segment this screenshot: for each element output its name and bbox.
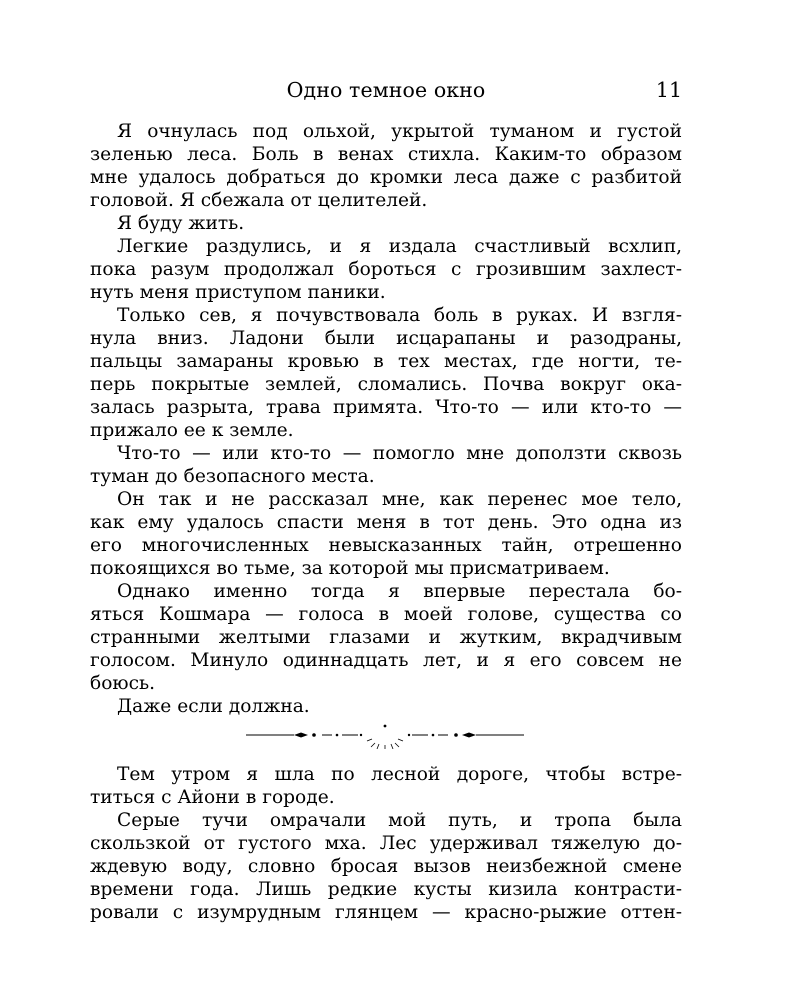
text-line: как ему удалось спасти меня в тот день. Это одна из: [90, 512, 682, 533]
text-line: боюсь.: [90, 673, 156, 694]
text-line: Серые тучи омрачали мой путь, и тропа была: [117, 810, 682, 831]
text-line: его многочисленных невысказанных тайн, отрешенно: [90, 535, 682, 556]
text-line: Что-то — или кто-то — помогло мне доползти сквозь: [117, 443, 682, 464]
text-line: пока разум продолжал бороться с грозившим захлест-: [90, 259, 682, 280]
text-line: голосом. Минуло одиннадцать лет, и я его совсем не: [90, 650, 682, 671]
text-line: мне удалось добраться до кромки леса даже с разбитой: [90, 167, 682, 188]
text-line: Даже если должна.: [117, 696, 310, 717]
text-line: времени года. Лишь редкие кусты кизила контрасти-: [90, 879, 682, 900]
text-line: залась разрыта, трава примята. Что-то — или кто-то —: [90, 397, 682, 418]
text-line: Однако именно тогда я впервые перестала бо-: [117, 581, 682, 602]
text-line: странными желтыми глазами и жутким, вкрадчивым: [90, 627, 682, 648]
text-line: Тем утром я шла по лесной дороге, чтобы встре-: [117, 764, 682, 785]
text-line: туман до безопасного места.: [90, 466, 375, 487]
text-line: Только сев, я почувствовала боль в руках. И взгля-: [117, 305, 682, 326]
text-line: Я буду жить.: [117, 213, 245, 234]
text-line: пальцы замараны кровью в тех местах, где ногти, те-: [90, 351, 682, 372]
text-line: нуть меня приступом паники.: [90, 282, 386, 303]
text-line: нула вниз. Ладони были исцарапаны и разодраны,: [90, 328, 682, 349]
text-line: Легкие раздулись, и я издала счастливый всхлип,: [117, 236, 682, 257]
crescent-moon-ornament-icon: [246, 723, 524, 749]
text-line: прижало ее к земле.: [90, 420, 294, 441]
text-line: ждевую воду, словно бросая вызов неизбежной смене: [90, 856, 682, 877]
page-header: [90, 66, 682, 114]
text-line: титься с Айони в городе.: [90, 787, 335, 808]
running-title: Одно темное окно: [286, 78, 486, 102]
text-line: скользкой от густого мха. Лес удерживал тяжелую до-: [90, 833, 682, 854]
page-number: 11: [655, 78, 682, 102]
text-line: яться Кошмара — голоса в моей голове, существа со: [90, 604, 682, 625]
text-line: головой. Я сбежала от целителей.: [90, 190, 428, 211]
text-line: зеленью леса. Боль в венах стихла. Каким-то образом: [90, 144, 682, 165]
text-line: перь покрытые землей, сломались. Почва вокруг ока-: [90, 374, 682, 395]
text-line: ровали с изумрудным глянцем — красно-рыжие оттен-: [90, 902, 682, 923]
text-line: Я очнулась под ольхой, укрытой туманом и густой: [117, 121, 682, 142]
text-line: Он так и не рассказал мне, как перенес мое тело,: [117, 489, 682, 510]
text-line: покоящихся во тьме, за которой мы присматриваем.: [90, 558, 610, 579]
